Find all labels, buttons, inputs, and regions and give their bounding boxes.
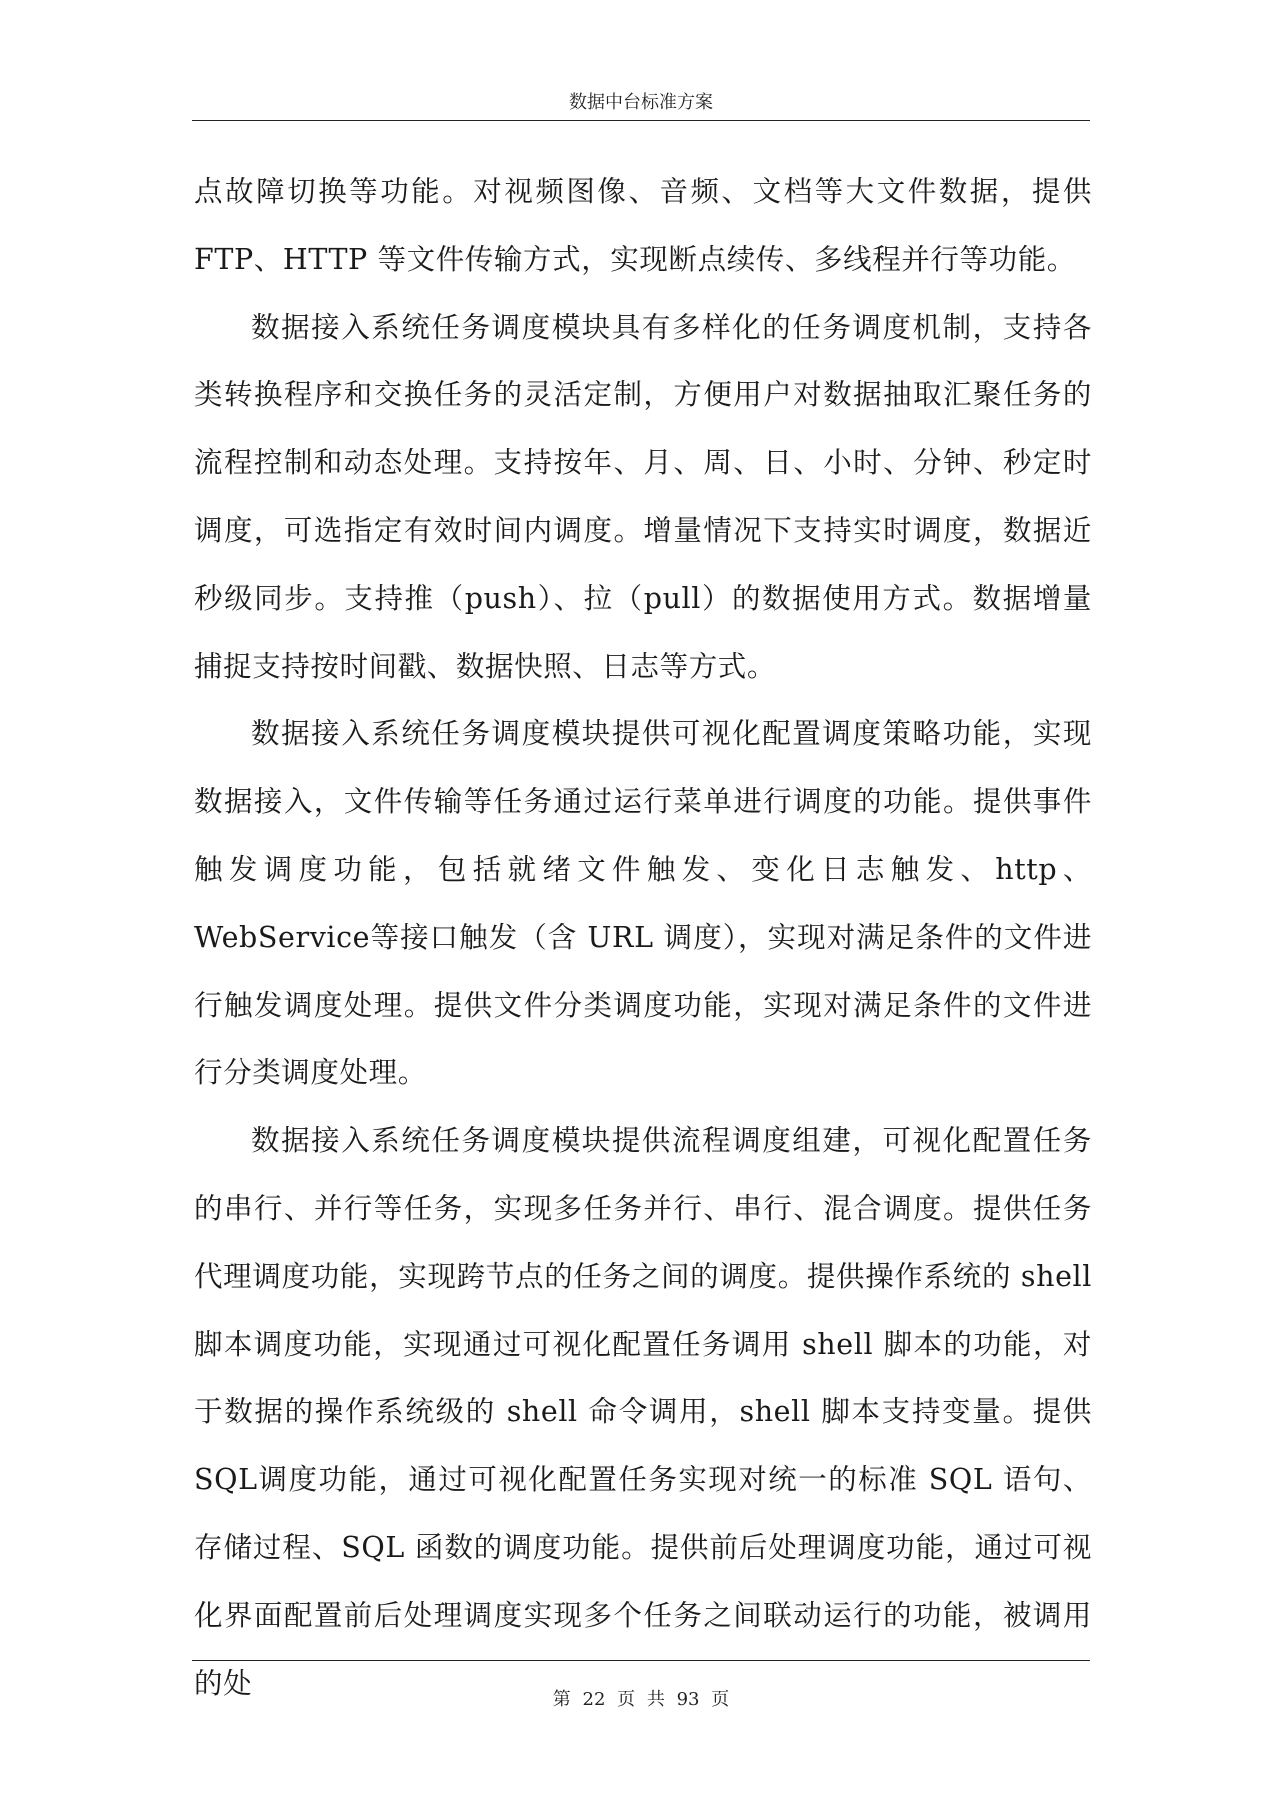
paragraph-process-scheduling: 数据接入系统任务调度模块提供流程调度组建，可视化配置任务的串行、并行等任务，实现多任务并行、串行、混合调度。提供任务代理调度功能，实现跨节点的任务之间的调度。提供操作系统的 shell脚本调度功能，实现通过可视化配置任务调用 shell 脚本的功能，对于数据的操作系统级的 shell 命令调用，shell 脚本支持变量。提供 SQL调度功能，通过可视化配置任务实现对统一的标准 SQL 语句、存储过程、SQL 函数的调度功能。提供前后处理调度功能，通过可视化界面配置前后处理调度实现多个任务之间联动运行的功能，被调用的处 [194, 1124, 1092, 1700]
paragraph-visual-config-scheduling: 数据接入系统任务调度模块提供可视化配置调度策略功能，实现数据接入，文件传输等任务通过运行菜单进行调度的功能。提供事件触发调度功能，包括就绪文件触发、变化日志触发、http、WebService等接口触发（含 URL 调度），实现对满足条件的文件进行触发调度处理。提供文件分类调度功能，实现对满足条件的文件进行分类调度处理。 [194, 717, 1092, 1090]
document-title: 数据中台标准方案 [569, 92, 713, 113]
page-footer [192, 1660, 1090, 1711]
paragraph-task-scheduling-mechanism: 数据接入系统任务调度模块具有多样化的任务调度机制，支持各类转换程序和交换任务的灵活定制，方便用户对数据抽取汇聚任务的流程控制和动态处理。支持按年、月、周、日、小时、分钟、秒定时调度，可选指定有效时间内调度。增量情况下支持实时调度，数据近秒级同步。支持推（push）、拉（pull）的数据使用方式。数据增量捕捉支持按时间戳、数据快照、日志等方式。 [194, 310, 1092, 683]
document-body [194, 158, 1092, 1717]
paragraph-continuation: 点故障切换等功能。对视频图像、音频、文档等大文件数据，提供FTP、HTTP 等文件传输方式，实现断点续传、多线程并行等功能。 [194, 175, 1092, 276]
page-header [192, 88, 1090, 121]
page-number: 第 22 页 共 93 页 [552, 1689, 730, 1710]
